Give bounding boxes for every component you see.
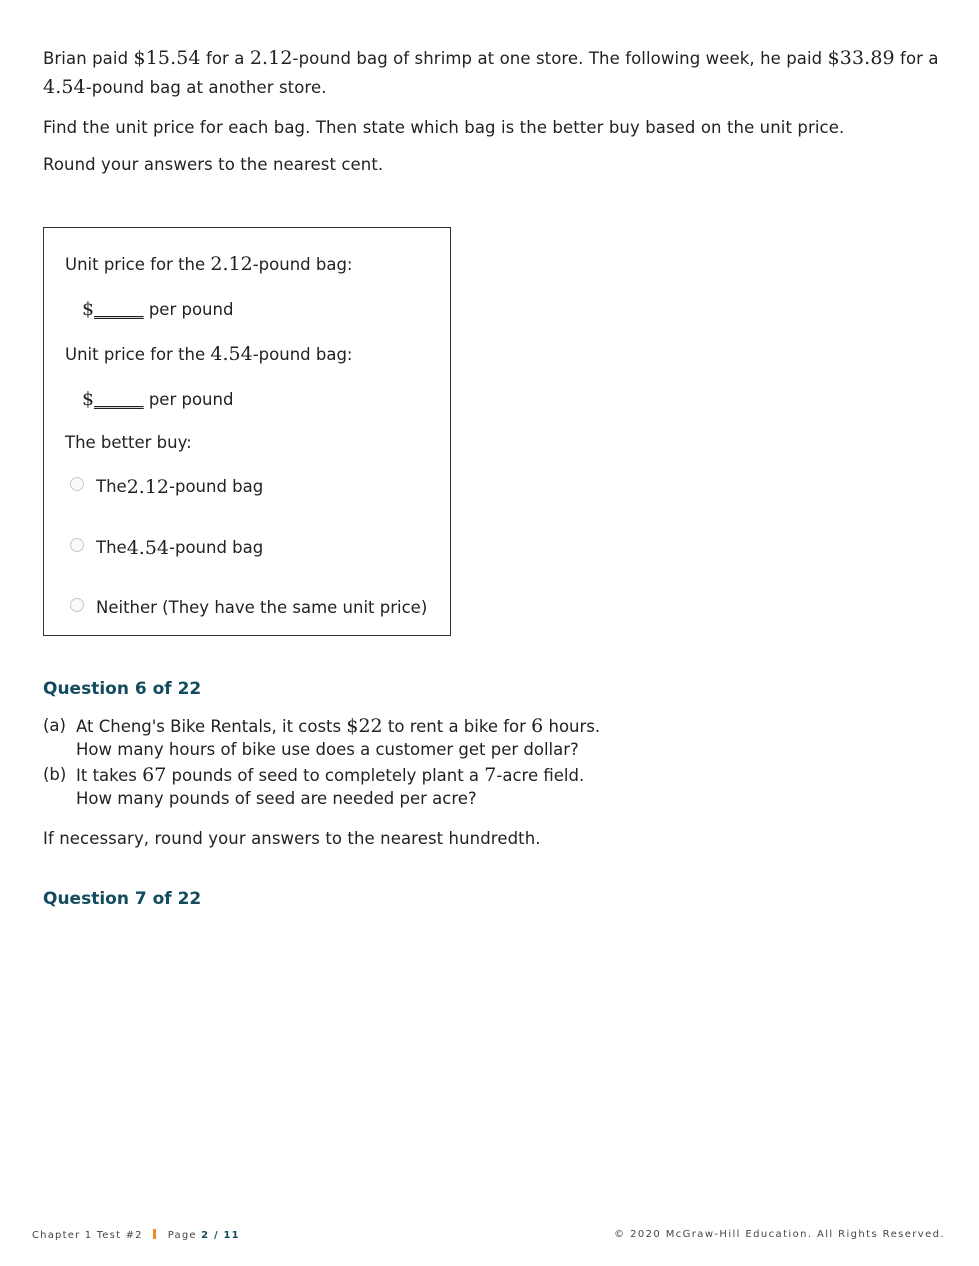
page-current: 2: [201, 1230, 210, 1241]
math-value: 67: [142, 764, 167, 786]
page-total: 11: [223, 1230, 240, 1241]
unit-label: per pound: [143, 390, 234, 409]
math-value: 6: [531, 715, 544, 737]
question-5-rounding-note: Round your answers to the nearest cent.: [43, 155, 384, 174]
dollar-sign: $: [82, 298, 95, 320]
math-value: 2.12: [249, 47, 293, 69]
footer-left: Chapter 1 Test #2 Page 2 / 11: [32, 1230, 240, 1241]
question-5-instruction: Find the unit price for each bag. Then state which bag is the better buy based on the unit price.: [43, 118, 845, 137]
radio-button[interactable]: [70, 598, 84, 612]
math-value: 2.12: [126, 476, 170, 498]
unit-label: per pound: [143, 300, 234, 319]
math-value: $33.89: [827, 47, 895, 69]
part-b-line-2: How many pounds of seed are needed per acre?: [76, 789, 477, 808]
footer-chapter: Chapter 1 Test #2: [32, 1230, 143, 1241]
question-6-rounding-note: If necessary, round your answers to the nearest hundredth.: [43, 829, 541, 848]
math-value: $15.54: [133, 47, 201, 69]
dollar-sign: $: [82, 388, 95, 410]
answer-box: [43, 227, 451, 636]
part-b-line-1: It takes 67 pounds of seed to completely plant a 7-acre field.: [76, 764, 585, 786]
option-neither[interactable]: Neither (They have the same unit price): [70, 596, 427, 620]
unit-price-label-2: Unit price for the 4.54-pound bag:: [65, 343, 353, 365]
unit-price-answer-2[interactable]: [82, 387, 233, 412]
part-a-line-2: How many hours of bike use does a customer get per dollar?: [76, 740, 579, 759]
question-7-heading: Question 7 of 22: [43, 889, 202, 909]
better-buy-label: The better buy:: [65, 433, 192, 452]
part-a-line-1: At Cheng's Bike Rentals, it costs $22 to rent a bike for 6 hours.: [76, 715, 601, 737]
answer-blank[interactable]: ______: [94, 300, 144, 319]
radio-button[interactable]: [70, 538, 84, 552]
part-label: (a): [43, 716, 66, 735]
answer-blank[interactable]: ______: [94, 390, 144, 409]
math-value: 4.54: [210, 343, 253, 365]
footer-copyright: © 2020 McGraw-Hill Education. All Rights Reserved.: [614, 1229, 945, 1240]
math-value: $22: [346, 715, 383, 737]
math-value: 7: [484, 764, 497, 786]
option-2-12-pound-bag[interactable]: The 2.12 -pound bag: [70, 475, 263, 499]
math-value: 2.12: [210, 253, 253, 275]
unit-price-answer-1[interactable]: [82, 297, 233, 322]
unit-price-label-1: Unit price for the 2.12-pound bag:: [65, 253, 353, 275]
part-label: (b): [43, 765, 67, 784]
radio-button[interactable]: [70, 477, 84, 491]
math-value: 4.54: [43, 76, 86, 98]
footer-divider: [153, 1229, 156, 1239]
question-5-statement: Brian paid $15.54 for a 2.12-pound bag of shrimp at one store. The following week, he paid $33.89 for a 4.54-pound bag at another store.: [43, 47, 939, 98]
question-6-heading: Question 6 of 22: [43, 679, 202, 699]
math-value: 4.54: [126, 537, 170, 559]
option-4-54-pound-bag[interactable]: The 4.54 -pound bag: [70, 536, 263, 560]
